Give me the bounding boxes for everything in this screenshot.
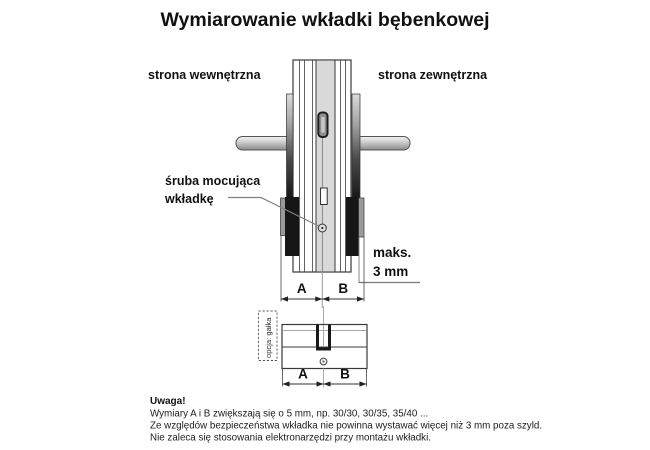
cylinder-cam-highlight [321,117,324,133]
dim-b-label-main: B [338,281,349,296]
spindle-bar-left [236,137,292,151]
dimension-lower [283,367,367,387]
dim-a-label-lower: A [298,366,308,382]
cylinder-channel [316,60,335,272]
shield-left [287,94,294,199]
cylinder-end-left [281,198,286,236]
fixing-screw-dot [321,227,323,229]
escutcheon-block-right [346,197,359,256]
note-line-2: Ze względów bezpieczeństwa wkładka nie powinna wystawać więcej niż 3 mm poza szyld. [150,420,543,432]
dim-b-label-lower: B [340,366,350,382]
screw-label-line1: śruba mocująca [165,174,261,188]
notes-heading: Uwaga! [150,396,186,407]
knob-option-label: opcja: gałka [264,317,273,358]
outer-side-label: strona zewnętrzna [378,68,488,82]
cylinder-side-view [259,307,368,388]
screw-label-line2: wkładkę [165,192,214,206]
side-view-screw-dot [323,361,325,363]
max-label-line2: 3 mm [373,264,409,279]
cylinder-body-window [321,188,328,205]
inner-side-label: strona wewnętrzna [148,68,261,82]
cylinder-end-right [359,198,365,237]
max-protrusion-callout [359,237,421,283]
note-line-3: Nie zaleca się stosowania elektronarzędzi przy montażu wkładki. [150,432,431,444]
note-line-1: Wymiary A i B zwiększają się o 5 mm, np. 30/30, 30/35, 35/40 ... [150,408,429,420]
max-label-line1: maks. [373,245,412,260]
spindle-bar-right [355,137,410,151]
shield-right [352,94,360,199]
dim-a-label-main: A [296,281,307,296]
page-title: Wymiarowanie wkładki bębenkowej [160,9,490,31]
notes-block [150,396,542,444]
escutcheon-block-left [285,197,299,256]
